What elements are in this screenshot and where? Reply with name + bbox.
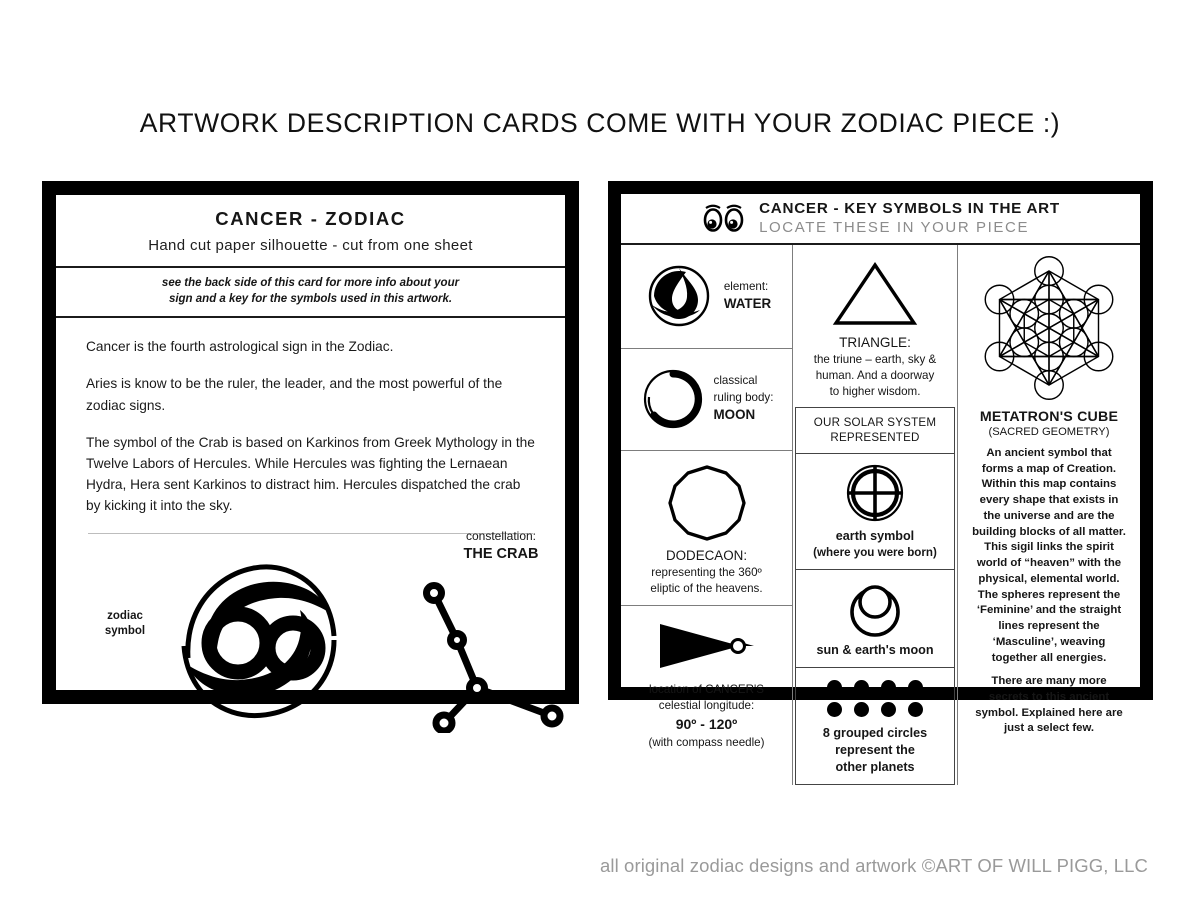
symbol-cell-triangle [793,245,957,407]
constellation-label [406,528,596,565]
dot-row-1 [827,680,923,695]
zodiac-description-card [42,181,579,704]
metatron-paragraph-2: There are many more secrets to this ancient symbol. Explained here are just a select few. [975,675,1123,735]
left-card-note [56,268,565,318]
symbols-column-3 [958,245,1140,785]
description-paragraph-3: The symbol of the Crab is based on Karkinos from Greek Mythology in the Twelve Labors of Hercules. While Hercules was fighting the Lernaean Hydra, Hera sent Karkinos to distract him. Hercules dispatched the crab by kicking it into the sky. [86,434,535,514]
planet-dot [854,680,869,695]
page-title: ARTWORK DESCRIPTION CARDS COME WITH YOUR ZODIAC PIECE :) [139,108,1061,138]
planets-caption [800,725,950,776]
triangle-caption-title: TRIANGLE: [839,335,911,350]
sun-moon-caption [800,642,950,659]
eyes-icon [701,203,747,233]
zodiac-symbol-label-line-2: symbol [104,625,146,638]
moon-caption-line-1: classical [713,374,758,388]
dodecagon-icon [663,463,751,543]
compass-caption-value: 90º - 120º [675,715,738,732]
earth-caption-line-2: (where you were born) [813,546,937,560]
solar-item-sun-moon [796,569,954,667]
left-card-inner [56,195,565,690]
dodecagon-caption-line-1: representing the 360º [651,566,762,580]
solar-title-line-2: REPRESENTED [830,431,920,445]
compass-caption-line-2: celestial longitude: [658,699,755,713]
planet-dot [881,702,896,717]
earth-caption-line-1: earth symbol [835,529,915,544]
moon-caption-line-2: ruling body: [713,390,774,404]
right-card-header [621,194,1140,245]
metatron-title: METATRON'S CUBE [979,409,1119,425]
compass-caption-line-1: location of CANCER'S [649,683,764,697]
constellation-block [406,528,602,734]
solar-item-earth [796,454,954,569]
constellation-label-text: constellation: [465,528,537,543]
metatrons-cube-icon [973,253,1125,403]
compass-needle-icon [652,620,762,672]
planet-dot [908,702,923,717]
constellation-name: THE CRAB [463,545,539,562]
triangle-caption [799,334,951,399]
planet-dot [854,702,869,717]
symbols-column-1 [621,245,793,785]
triangle-icon [830,259,920,329]
right-card-inner [621,194,1140,775]
moon-row [627,357,786,441]
water-element-icon [642,263,716,329]
zodiac-symbol-label [94,609,156,640]
cancer-zodiac-symbol-icon [166,548,351,728]
moon-caption [714,373,774,424]
copyright-footer: all original zodiac designs and artwork ©ART OF WILL PIGG, LLC [600,855,1148,876]
left-card-body [56,318,565,731]
dot-row-2 [827,702,923,717]
solar-item-planets [796,667,954,784]
water-row [627,253,786,339]
symbol-cell-moon [621,349,792,451]
earth-caption [800,528,950,561]
right-card-subtitle: LOCATE THESE IN YOUR PIECE [759,219,1030,236]
triangle-caption-line-1: the triune – earth, sky & [813,353,937,367]
solar-title-line-1: OUR SOLAR SYSTEM [813,416,937,430]
eight-dots-icon [800,680,950,717]
symbols-columns [621,245,1140,785]
planet-dot [827,702,842,717]
right-card-title: CANCER - KEY SYMBOLS IN THE ART [759,200,1060,217]
planet-dot [881,680,896,695]
triangle-caption-line-2: human. And a doorway [815,368,935,382]
water-caption-line-1: element: [723,279,769,293]
planet-dot [827,680,842,695]
symbol-cell-compass [621,606,792,759]
left-card-subtitle: Hand cut paper silhouette - cut from one sheet [148,237,473,254]
symbol-cell-dodecagon [621,451,792,606]
earth-symbol-icon [845,463,905,523]
key-symbols-card [608,181,1153,775]
left-card-note-line-2: sign and a key for the symbols used in this artwork. [168,292,453,305]
sun-moon-caption-line-1: sun & earth's moon [816,643,934,658]
planets-caption-line-2: represent the [835,743,915,758]
solar-system-box-title [796,408,954,454]
triangle-caption-line-3: to higher wisdom. [829,384,921,398]
left-card-note-line-1: see the back side of this card for more info about your [161,277,460,289]
left-card-header [56,195,565,268]
symbol-cell-water [621,245,792,349]
dodecagon-caption-title: DODECAON: [665,548,748,563]
planets-caption-line-1: 8 grouped circles [822,726,928,741]
dodecagon-caption-line-2: eliptic of the heavens. [650,581,763,595]
sun-moon-icon [844,579,906,637]
moon-circle-icon [640,367,706,431]
water-caption [724,279,771,314]
compass-caption-line-3: (with compass needle) [648,735,765,749]
zodiac-symbol-label-line-1: zodiac [107,609,143,622]
planets-caption-line-3: other planets [835,760,915,775]
dodecagon-caption [627,547,786,596]
right-card-header-text [759,200,1060,236]
metatron-paragraph-1: An ancient symbol that forms a map of Creation. Within this map contains every shape that exists in the universe and are the building blocks of all matter. This sigil links the spirit world of “heaven” with the physical, elemental world. The spheres represent the ‘Feminine’ and the straight lines represent the ‘Masculine’, weaving together all energies. [972,447,1126,664]
water-caption-line-2: WATER [723,295,772,311]
moon-caption-line-3: MOON [713,406,756,422]
left-card-artwork-area [86,528,539,731]
left-card-title: CANCER - ZODIAC [215,208,406,229]
solar-system-box [795,407,955,785]
planet-dot [908,680,923,695]
description-paragraph-1: Cancer is the fourth astrological sign in the Zodiac. [86,339,394,355]
crab-constellation-icon [412,568,602,733]
symbols-column-2 [793,245,958,785]
description-paragraph-2: Aries is know to be the ruler, the leader, and the most powerful of the zodiac signs. [86,376,503,413]
metatron-subtitle: (SACRED GEOMETRY) [988,426,1110,438]
compass-caption [627,682,786,750]
